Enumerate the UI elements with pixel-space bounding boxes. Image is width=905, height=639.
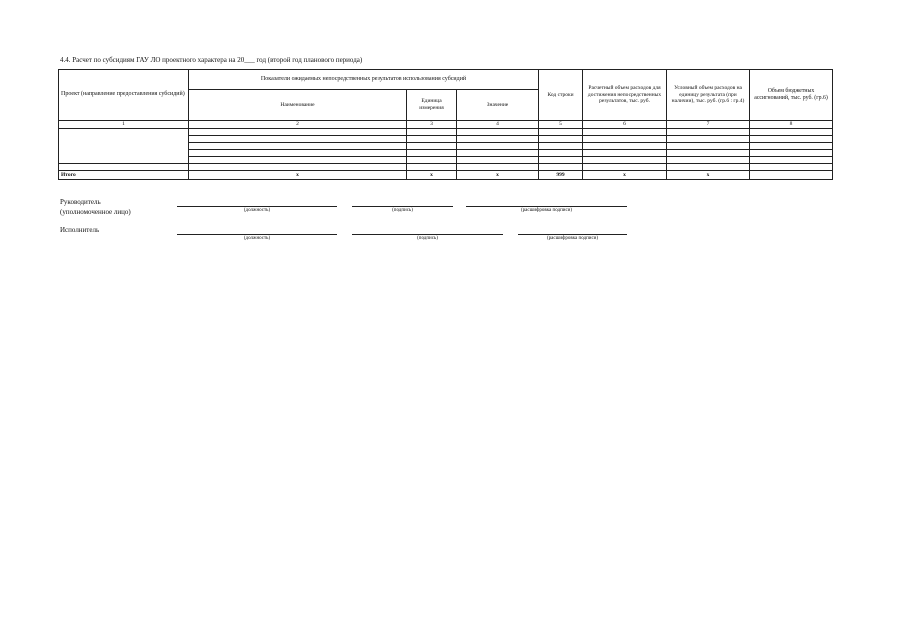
head-decoding-caption: (расшифровка подписи) [520, 208, 573, 213]
header-budget-volume: Объем бюджетных ассигнований, тыс. руб. (гр.6) [750, 70, 833, 121]
executor-decoding-line[interactable] [518, 234, 627, 235]
col-number: 7 [667, 121, 750, 129]
total-cell: х [457, 171, 539, 180]
col-number: 2 [189, 121, 407, 129]
header-cond-volume: Условный объем расходов на единицу результата (при наличии), тыс. руб. (гр.6 : гр.4) [667, 70, 750, 121]
document-title: 4.4. Расчет по субсидиям ГАУ ЛО проектного характера на 20___ год (второй год планового периода) [60, 56, 363, 64]
total-cell: х [407, 171, 457, 180]
table-row [59, 129, 833, 136]
col-number: 8 [750, 121, 833, 129]
total-cell: х [667, 171, 750, 180]
executor-decoding-caption: (расшифровка подписи) [546, 236, 599, 241]
head-position-line[interactable] [177, 206, 337, 207]
header-value: Значение [457, 90, 539, 121]
col-number: 4 [457, 121, 539, 129]
column-number-row [59, 121, 833, 129]
col-number: 1 [59, 121, 189, 129]
header-calc-volume: Расчетный объем расходов для достижения непосредственных результатов, тыс. руб. [583, 70, 667, 121]
header-name: Наименование [189, 90, 407, 121]
header-indicators-group: Показатели ожидаемых непосредственных результатов использования субсидий [189, 70, 539, 90]
project-cell[interactable] [59, 129, 189, 164]
executor-position-line[interactable] [177, 234, 337, 235]
col-number: 3 [407, 121, 457, 129]
subsidy-calculation-table [58, 69, 833, 180]
total-budget-cell[interactable] [750, 171, 833, 180]
table-row [59, 164, 833, 171]
head-decoding-line[interactable] [466, 206, 627, 207]
executor-signature-caption: (подпись) [417, 236, 438, 241]
col-number: 5 [539, 121, 583, 129]
executor-signature-line[interactable] [352, 234, 503, 235]
head-sublabel: (уполномоченное лицо) [60, 208, 131, 216]
head-signature-line[interactable] [352, 206, 453, 207]
header-unit: Единица измерения [407, 90, 457, 121]
head-position-caption: (должность) [243, 208, 271, 213]
total-row [59, 171, 833, 180]
header-line-code: Код строки [539, 70, 583, 121]
head-signature-caption: (подпись) [392, 208, 413, 213]
head-label: Руководитель [60, 198, 101, 206]
executor-position-caption: (должность) [243, 236, 271, 241]
header-project: Проект (направление предоставления субсидий) [59, 70, 189, 121]
executor-label: Исполнитель [60, 226, 100, 234]
col-number: 6 [583, 121, 667, 129]
header-row-1 [59, 70, 833, 90]
total-line-code: 999 [539, 171, 583, 180]
total-cell: х [583, 171, 667, 180]
total-label: Итого [59, 171, 189, 180]
total-cell: х [189, 171, 407, 180]
